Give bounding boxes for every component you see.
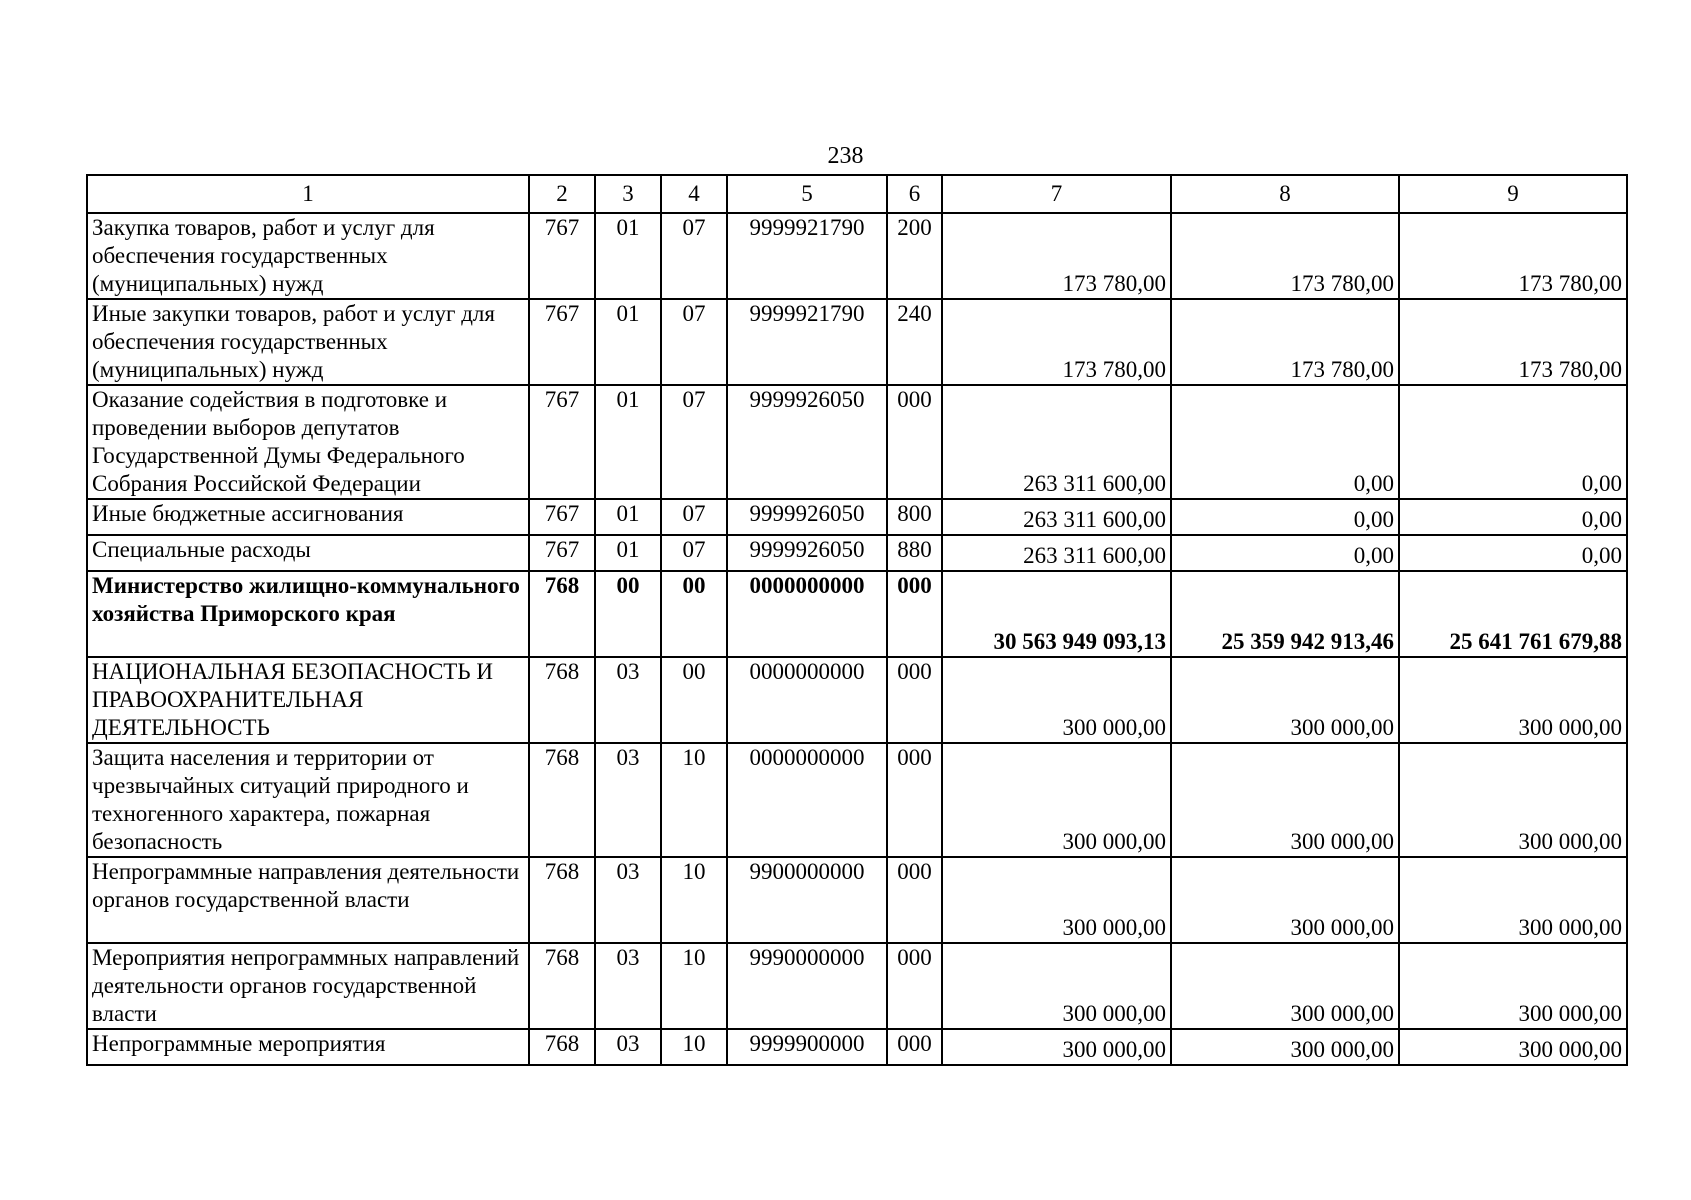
admin-code: 768 — [529, 1029, 595, 1065]
target-article-code: 9999900000 — [727, 1029, 887, 1065]
target-article-code: 0000000000 — [727, 743, 887, 857]
header-cell: 2 — [529, 175, 595, 213]
expense-type-code: 200 — [887, 213, 942, 299]
header-cell: 5 — [727, 175, 887, 213]
row-name: Защита населения и территории от чрезвычайных ситуаций природного и техногенного характера, пожарная безопасность — [87, 743, 529, 857]
expense-type-code: 000 — [887, 943, 942, 1029]
expense-type-code: 800 — [887, 499, 942, 535]
amount-col9: 25 641 761 679,88 — [1399, 571, 1627, 657]
table-row — [87, 499, 1627, 535]
target-article-code: 9999926050 — [727, 499, 887, 535]
row-name: НАЦИОНАЛЬНАЯ БЕЗОПАСНОСТЬ И ПРАВООХРАНИТЕЛЬНАЯ ДЕЯТЕЛЬНОСТЬ — [87, 657, 529, 743]
subsection-code: 07 — [661, 385, 727, 499]
subsection-code: 10 — [661, 857, 727, 943]
header-row — [87, 175, 1627, 213]
header-cell: 1 — [87, 175, 529, 213]
section-code: 03 — [595, 1029, 661, 1065]
amount-col8: 0,00 — [1171, 535, 1399, 571]
table-row — [87, 943, 1627, 1029]
amount-col7: 263 311 600,00 — [942, 385, 1171, 499]
row-name: Непрограммные мероприятия — [87, 1029, 529, 1065]
subsection-code: 07 — [661, 535, 727, 571]
amount-col8: 300 000,00 — [1171, 857, 1399, 943]
amount-col7: 300 000,00 — [942, 743, 1171, 857]
page-number: 238 — [827, 143, 864, 169]
section-code: 03 — [595, 857, 661, 943]
amount-col9: 173 780,00 — [1399, 213, 1627, 299]
amount-col7: 30 563 949 093,13 — [942, 571, 1171, 657]
amount-col9: 0,00 — [1399, 535, 1627, 571]
subsection-code: 00 — [661, 657, 727, 743]
expense-type-code: 000 — [887, 1029, 942, 1065]
amount-col8: 300 000,00 — [1171, 1029, 1399, 1065]
expense-type-code: 000 — [887, 857, 942, 943]
amount-col9: 300 000,00 — [1399, 743, 1627, 857]
row-name: Закупка товаров, работ и услуг для обеспечения государственных (муниципальных) нужд — [87, 213, 529, 299]
admin-code: 768 — [529, 571, 595, 657]
row-name: Мероприятия непрограммных направлений деятельности органов государственной власти — [87, 943, 529, 1029]
target-article-code: 9999926050 — [727, 385, 887, 499]
amount-col7: 173 780,00 — [942, 213, 1171, 299]
target-article-code: 0000000000 — [727, 657, 887, 743]
amount-col9: 300 000,00 — [1399, 657, 1627, 743]
table-row — [87, 1029, 1627, 1065]
header-cell: 9 — [1399, 175, 1627, 213]
amount-col8: 300 000,00 — [1171, 743, 1399, 857]
table-row — [87, 299, 1627, 385]
row-name: Министерство жилищно-коммунального хозяйства Приморского края — [87, 571, 529, 657]
admin-code: 767 — [529, 499, 595, 535]
section-code: 01 — [595, 385, 661, 499]
row-name: Иные закупки товаров, работ и услуг для обеспечения государственных (муниципальных) нужд — [87, 299, 529, 385]
expense-type-code: 000 — [887, 743, 942, 857]
amount-col9: 0,00 — [1399, 385, 1627, 499]
amount-col8: 0,00 — [1171, 499, 1399, 535]
table-row — [87, 385, 1627, 499]
amount-col7: 300 000,00 — [942, 857, 1171, 943]
expense-type-code: 240 — [887, 299, 942, 385]
amount-col8: 173 780,00 — [1171, 213, 1399, 299]
amount-col9: 300 000,00 — [1399, 1029, 1627, 1065]
section-code: 03 — [595, 743, 661, 857]
target-article-code: 9999921790 — [727, 299, 887, 385]
table-row — [87, 743, 1627, 857]
subsection-code: 07 — [661, 499, 727, 535]
header-cell: 8 — [1171, 175, 1399, 213]
admin-code: 768 — [529, 857, 595, 943]
budget-table-body — [87, 175, 1627, 1065]
header-cell: 4 — [661, 175, 727, 213]
admin-code: 767 — [529, 299, 595, 385]
amount-col7: 263 311 600,00 — [942, 535, 1171, 571]
header-cell: 7 — [942, 175, 1171, 213]
header-cell: 3 — [595, 175, 661, 213]
table-row — [87, 535, 1627, 571]
amount-col8: 300 000,00 — [1171, 943, 1399, 1029]
amount-col9: 0,00 — [1399, 499, 1627, 535]
section-code: 03 — [595, 657, 661, 743]
target-article-code: 9999926050 — [727, 535, 887, 571]
amount-col7: 300 000,00 — [942, 1029, 1171, 1065]
amount-col9: 173 780,00 — [1399, 299, 1627, 385]
budget-table — [86, 174, 1628, 1066]
amount-col8: 25 359 942 913,46 — [1171, 571, 1399, 657]
row-name: Оказание содействия в подготовке и проведении выборов депутатов Государственной Думы Федерального Собрания Российской Федерации — [87, 385, 529, 499]
subsection-code: 10 — [661, 1029, 727, 1065]
amount-col8: 300 000,00 — [1171, 657, 1399, 743]
subsection-code: 07 — [661, 299, 727, 385]
admin-code: 767 — [529, 213, 595, 299]
amount-col9: 300 000,00 — [1399, 943, 1627, 1029]
amount-col7: 300 000,00 — [942, 657, 1171, 743]
subsection-code: 00 — [661, 571, 727, 657]
section-code: 01 — [595, 535, 661, 571]
table-row — [87, 657, 1627, 743]
table-row — [87, 571, 1627, 657]
section-code: 00 — [595, 571, 661, 657]
table-row — [87, 857, 1627, 943]
expense-type-code: 880 — [887, 535, 942, 571]
subsection-code: 10 — [661, 943, 727, 1029]
expense-type-code: 000 — [887, 657, 942, 743]
amount-col7: 263 311 600,00 — [942, 499, 1171, 535]
admin-code: 767 — [529, 385, 595, 499]
expense-type-code: 000 — [887, 385, 942, 499]
header-cell: 6 — [887, 175, 942, 213]
table-row — [87, 213, 1627, 299]
expense-type-code: 000 — [887, 571, 942, 657]
amount-col7: 173 780,00 — [942, 299, 1171, 385]
section-code: 01 — [595, 299, 661, 385]
subsection-code: 10 — [661, 743, 727, 857]
section-code: 01 — [595, 213, 661, 299]
admin-code: 768 — [529, 743, 595, 857]
target-article-code: 9900000000 — [727, 857, 887, 943]
row-name: Непрограммные направления деятельности органов государственной власти — [87, 857, 529, 943]
amount-col8: 173 780,00 — [1171, 299, 1399, 385]
target-article-code: 0000000000 — [727, 571, 887, 657]
section-code: 01 — [595, 499, 661, 535]
admin-code: 768 — [529, 943, 595, 1029]
row-name: Специальные расходы — [87, 535, 529, 571]
amount-col7: 300 000,00 — [942, 943, 1171, 1029]
admin-code: 768 — [529, 657, 595, 743]
admin-code: 767 — [529, 535, 595, 571]
row-name: Иные бюджетные ассигнования — [87, 499, 529, 535]
subsection-code: 07 — [661, 213, 727, 299]
amount-col8: 0,00 — [1171, 385, 1399, 499]
target-article-code: 9999921790 — [727, 213, 887, 299]
amount-col9: 300 000,00 — [1399, 857, 1627, 943]
section-code: 03 — [595, 943, 661, 1029]
target-article-code: 9990000000 — [727, 943, 887, 1029]
